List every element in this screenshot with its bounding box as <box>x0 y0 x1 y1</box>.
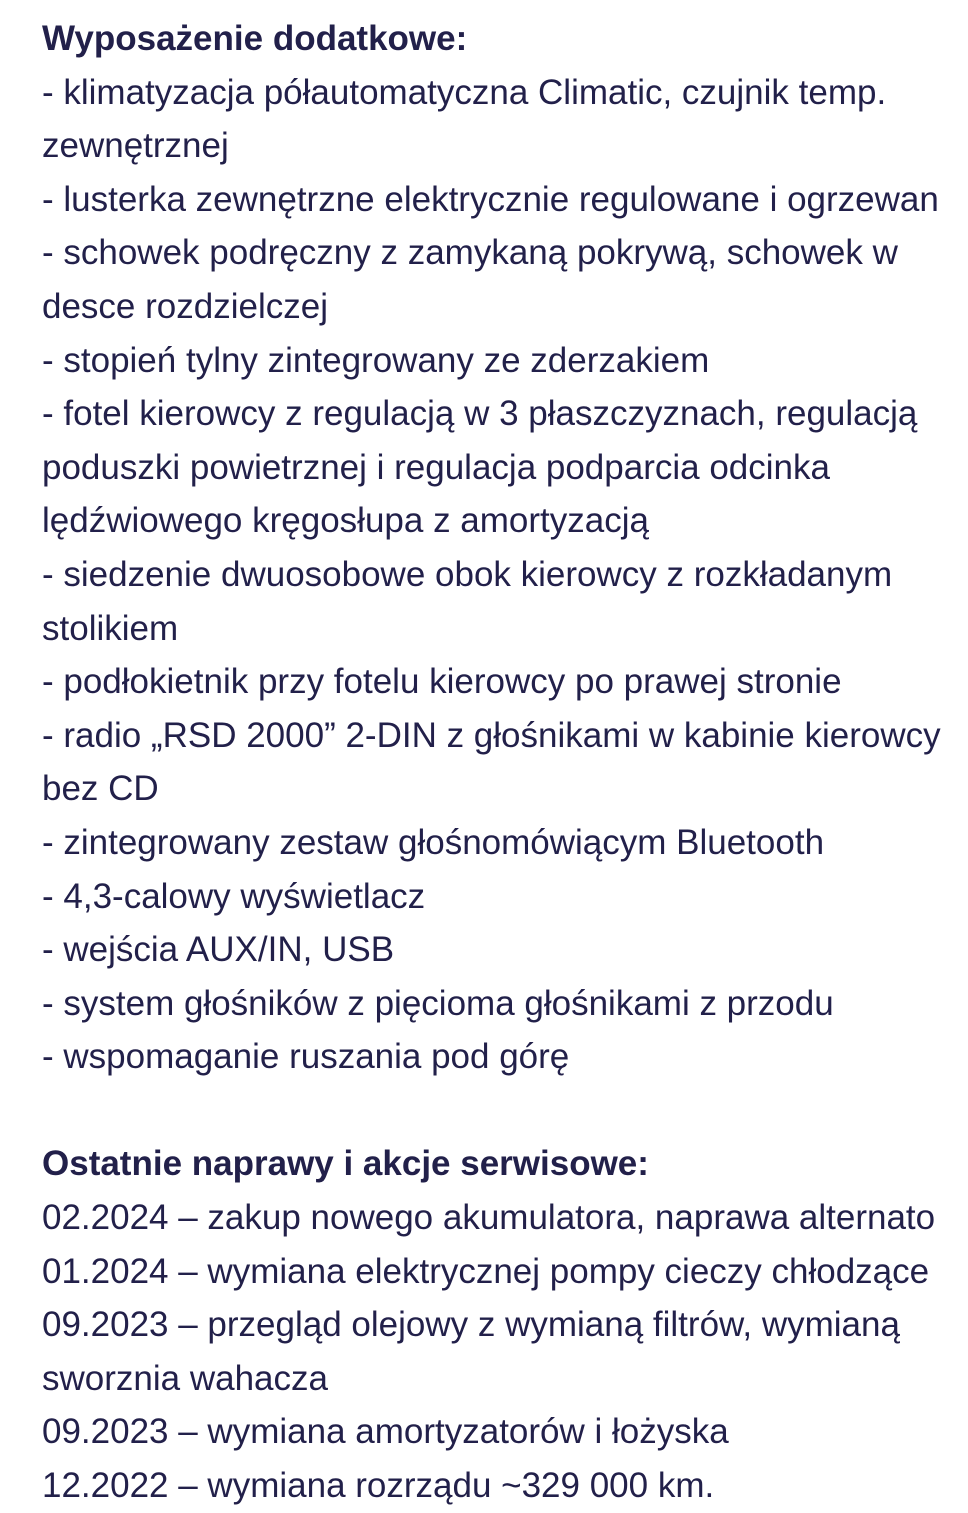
equipment-line: lędźwiowego kręgosłupa z amortyzacją <box>42 501 649 541</box>
equipment-line: - wejścia AUX/IN, USB <box>42 930 395 970</box>
service-line: 09.2023 – wymiana amortyzatorów i łożyska <box>42 1412 729 1452</box>
equipment-line: bez CD <box>42 769 159 809</box>
equipment-line: - schowek podręczny z zamykaną pokrywą, schowek w <box>42 233 898 273</box>
equipment-heading: Wyposażenie dodatkowe: <box>42 19 468 58</box>
equipment-line: - siedzenie dwuosobowe obok kierowcy z rozkładanym <box>42 554 893 594</box>
equipment-line: - podłokietnik przy fotelu kierowcy po prawej stronie <box>42 662 842 702</box>
section-spacer <box>42 1084 968 1138</box>
equipment-line: - klimatyzacja półautomatyczna Climatic, czujnik temp. <box>42 72 887 112</box>
equipment-line: - lusterka zewnętrzne elektrycznie regulowane i ogrzewan <box>42 179 939 219</box>
service-line: sworznia wahacza <box>42 1358 328 1398</box>
equipment-line: - zintegrowany zestaw głośnomówiącym Bluetooth <box>42 822 825 862</box>
equipment-line: - stopień tylny zintegrowany ze zderzakiem <box>42 340 710 380</box>
equipment-line: - radio „RSD 2000” 2-DIN z głośnikami w kabinie kierowcy <box>42 715 941 755</box>
equipment-line: - 4,3-calowy wyświetlacz <box>42 876 426 916</box>
equipment-line: poduszki powietrznej i regulacja podparcia odcinka <box>42 447 830 487</box>
equipment-line: - wspomaganie ruszania pod górę <box>42 1037 570 1077</box>
service-line: 01.2024 – wymiana elektrycznej pompy cieczy chłodzące <box>42 1251 930 1291</box>
equipment-line: zewnętrznej <box>42 126 229 166</box>
equipment-list <box>42 66 968 1084</box>
listing-description <box>42 12 968 1513</box>
service-line: 12.2022 – wymiana rozrządu ~329 000 km. <box>42 1466 715 1506</box>
equipment-line: desce rozdzielczej <box>42 286 328 326</box>
service-line: 02.2024 – zakup nowego akumulatora, naprawa alternato <box>42 1198 936 1238</box>
service-line: 09.2023 – przegląd olejowy z wymianą filtrów, wymianą <box>42 1305 900 1345</box>
service-list <box>42 1191 968 1513</box>
equipment-line: - fotel kierowcy z regulacją w 3 płaszczyznach, regulacją <box>42 394 918 434</box>
service-heading: Ostatnie naprawy i akcje serwisowe: <box>42 1144 649 1184</box>
equipment-line: stolikiem <box>42 608 179 648</box>
equipment-line: - system głośników z pięcioma głośnikami z przodu <box>42 983 834 1023</box>
